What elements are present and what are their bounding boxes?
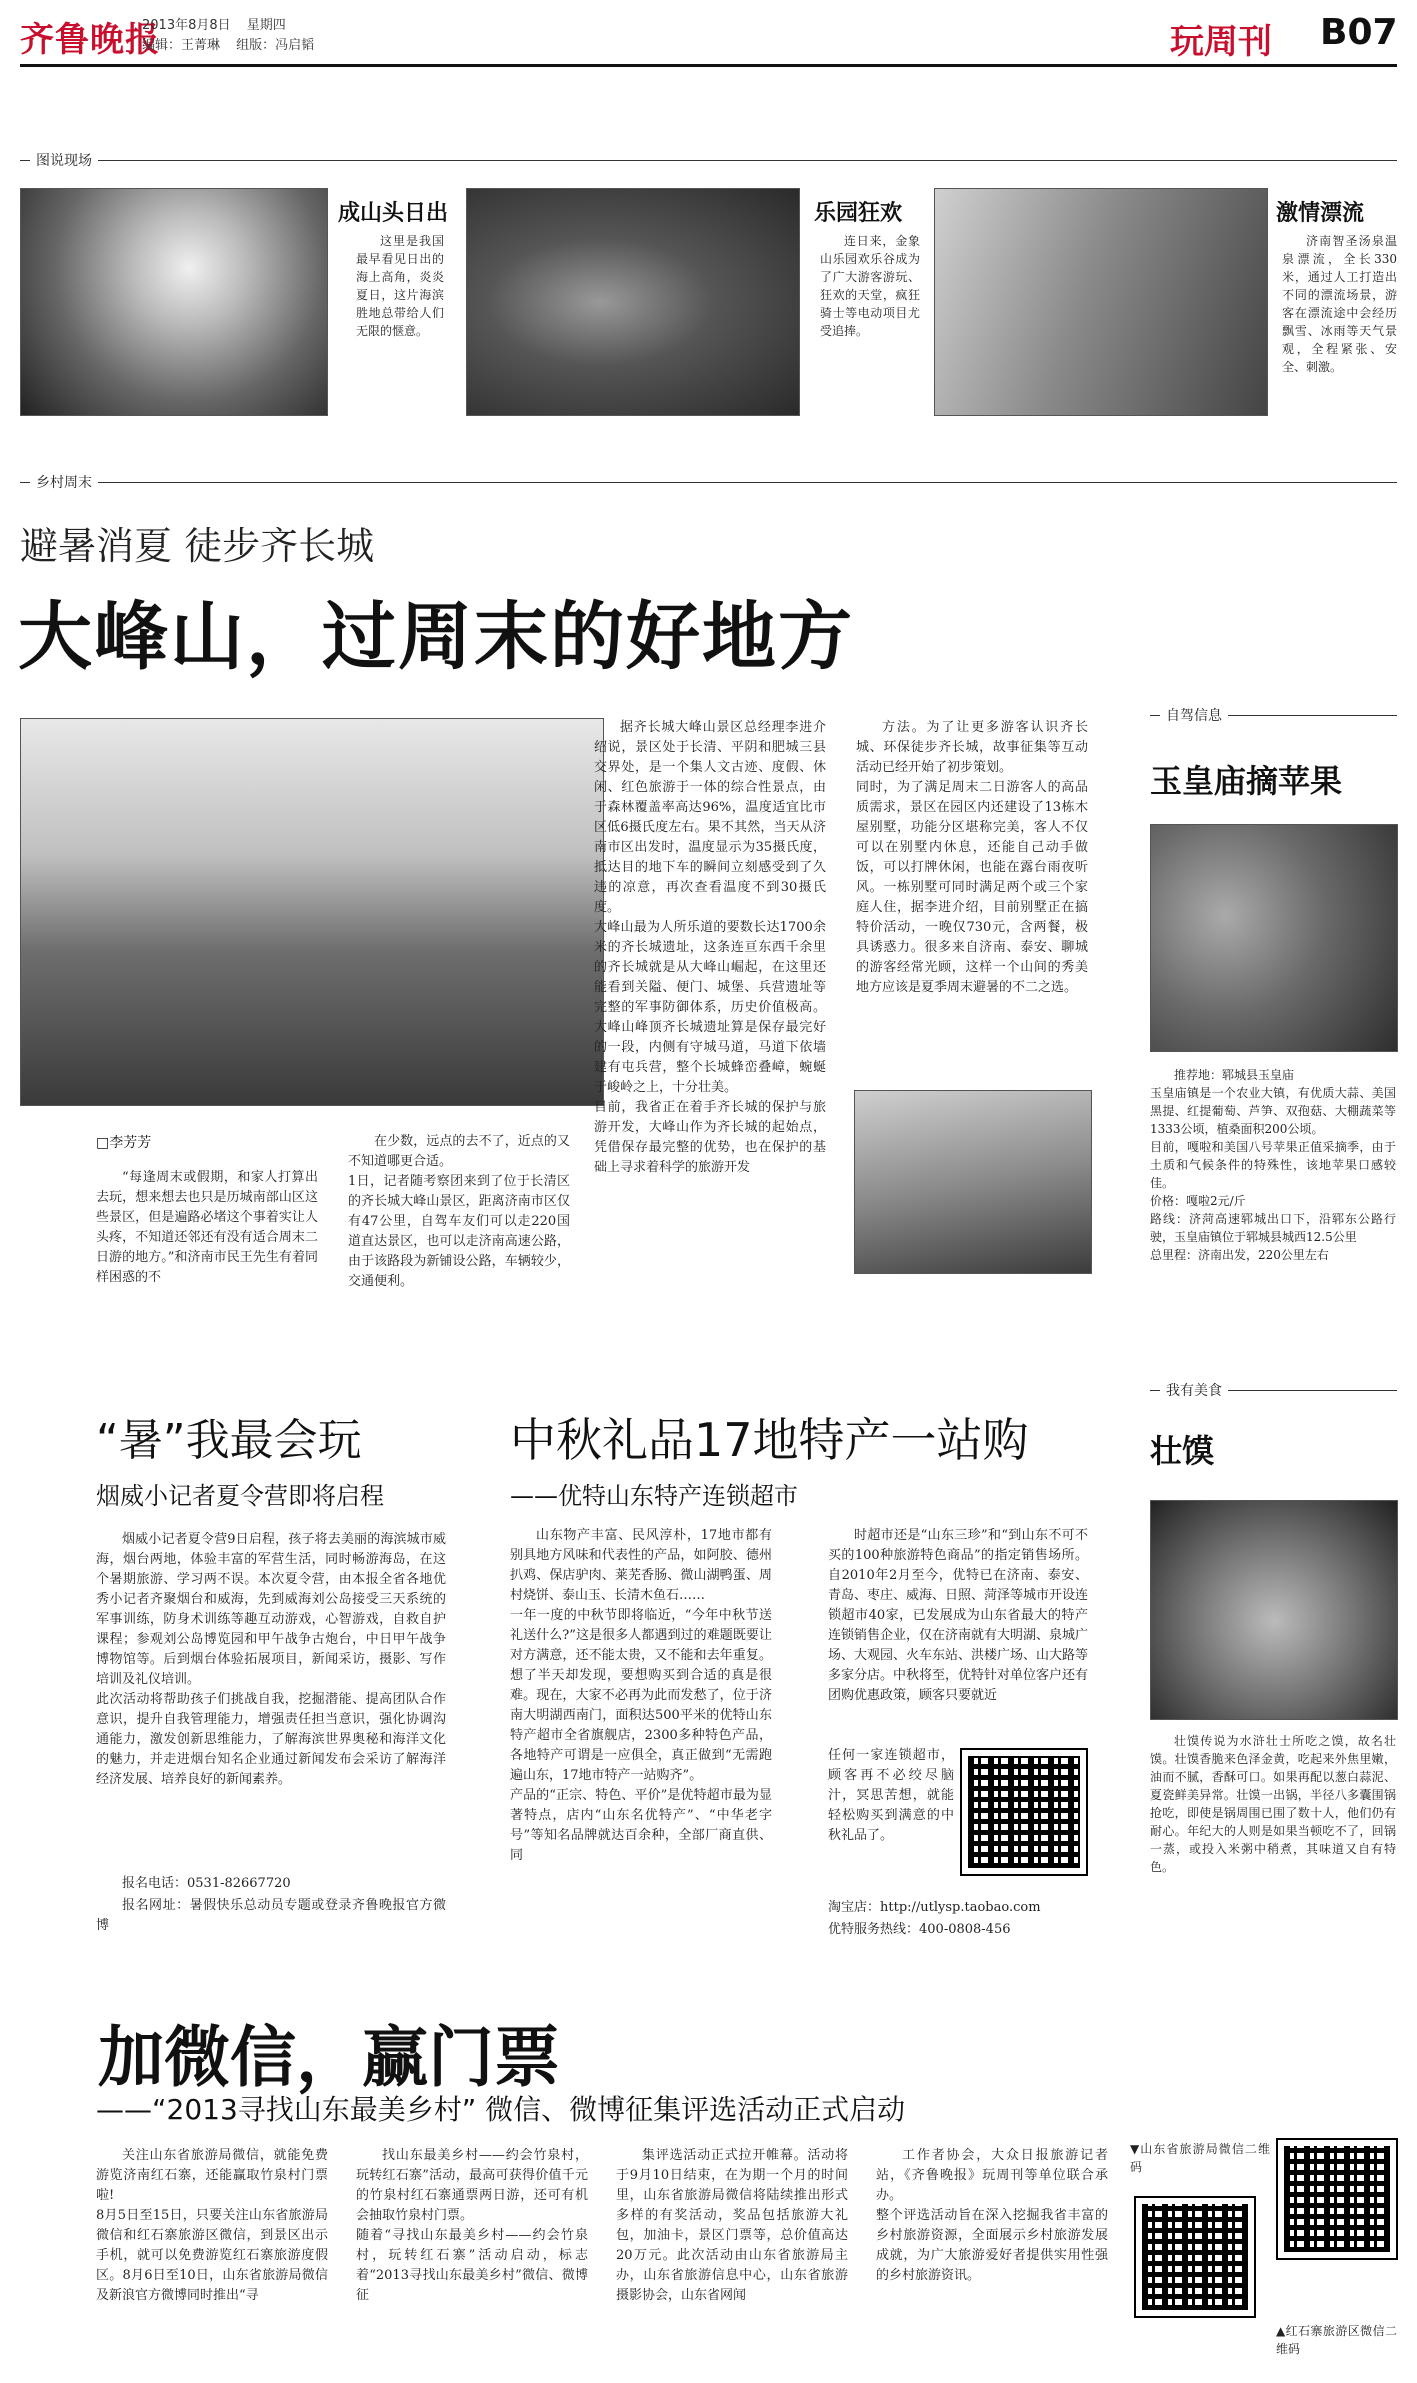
gift-taobao[interactable]: 淘宝店：http://utlysp.taobao.com — [828, 1900, 1041, 1915]
village-col1: “每逢周末或假期，和家人打算出去玩，想来想去也只是历城南部山区这些景区，但是遍路必堵这个事着实让人头疼，不知道还邻还有没有适合周末二日游的地方。”和济南市民王先生有着同样困惑的不 — [96, 1170, 318, 1285]
village-headline: 大峰山，过周末的好地方 — [18, 594, 854, 680]
wechat-qr2-caption: ▲红石寨旅游区微信二维码 — [1276, 2324, 1397, 2356]
great-wall-photo — [854, 1090, 1092, 1274]
gift-col1: 山东物产丰富、民风淳朴，17地市都有别具地方风味和代表性的产品，如阿胶、德州扒鸡、保店驴肉、莱芜香肠、微山湖鸭蛋、周村烧饼、泰山玉、长清木鱼石…… 一年一度的中秋节即将临近，“今年中秋节送礼送什么?”这是很多人都遇到过的难题既要让对方满意，还不能太贵，又不能和去年重复。想了半天却发现，要想购买到合适的真是很难。现在，大家不必再为此而发愁了，位于济南大明湖西南门，面积达500平米的优特山东特产超市全省旗舰店，2300多种特色产品，各地特产可谓是一应俱全，真正做到“无需跑遍山东，17地市特产一站购齐”。 产品的“正宗、特色、平价”是优特超市最为显著特点，店内“山东名优特产”、“中华老字号”等知名品牌就达百余种，全部厂商直供、同 — [510, 1528, 772, 1863]
rafting-caption: 济南智圣汤泉温泉漂流，全长330米，通过人工打造出不同的漂流场景，游客在漂流途中会经历飘雪、冰雨等天气景观，全程紧张、安全、刺激。 — [1282, 234, 1397, 374]
village-col4: 方法。为了让更多游客认识齐长城、环保徒步齐长城，故事征集等互动活动已经开始了初步策划。 同时，为了满足周末二日游客人的高品质需求，景区在园区内还建设了13栋木屋别墅，功能分区堪称完美，客人不仅可以在别墅内休息，还能自己动手做饭，可以打牌休闲，也能在露台雨夜听风。一栋别墅可同时满足两个或三个家庭人住，据李进介绍，目前别墅正在搞特价活动，一晚仅730元，含两餐，极具诱惑力。很多来自济南、泰安、聊城的游客经常光顾，这样一个山间的秀美地方应该是夏季周末避暑的不二之选。 — [856, 720, 1088, 995]
gift-headline: 中秋礼品17地特产一站购 — [510, 1413, 1029, 1467]
rafting-title: 激情漂流 — [1276, 201, 1365, 226]
sunrise-caption: 这里是我国最早看见日出的海上高角，炎炎夏日，这片海滨胜地总带给人们无限的惬意。 — [356, 234, 444, 338]
camp-headline: “暑”我最会玩 — [96, 1415, 362, 1466]
gift-hotline: 优特服务热线：400-0808-456 — [828, 1922, 1011, 1937]
masthead — [20, 8, 1397, 62]
camp-phone: 报名电话：0531-82667720 — [122, 1876, 291, 1891]
camp-web: 报名网址：暑假快乐总动员专题或登录齐鲁晚报官方微博 — [96, 1898, 446, 1933]
layout-text: 组版：冯启韬 — [236, 38, 315, 53]
newspaper-logo: 齐鲁晚报 — [20, 20, 160, 60]
village-section-rule — [20, 482, 1397, 483]
hongshizhai-qr-code[interactable] — [1278, 2140, 1396, 2258]
section-name: 玩周刊 — [1170, 22, 1272, 62]
photo-section-rule — [20, 160, 1397, 161]
wechat-col2: 找山东最美乡村——约会竹泉村，玩转红石寨”活动，最高可获得价值千元的竹泉村红石寨通票两日游，还可有机会抽取竹泉村门票。 随着“寻找山东最美乡村——约会竹泉村，玩转红石寨”活动启动，标志着“2013寻找山东最美乡村”微信、微博征 — [356, 2148, 588, 2303]
editor-text: 编辑：王菁琳 — [142, 38, 221, 53]
camp-text: 烟威小记者夏令营9日启程，孩子将去美丽的海滨城市威海，烟台两地，体验丰富的军营生活，同时畅游海岛，在这个暑期旅游、学习两不误。本次夏令营，由本报全省各地优秀小记者齐聚烟台和威海，先到威海刘公岛接受三天系统的军事训练，防身术训练等趣互动游戏，心智游戏，自救自护课程；参观刘公岛博览园和甲午战争古炮台，中日甲午战争博物馆等。后到烟台体验拓展项目，新闻采访，摄影、写作培训及礼仪培训。 此次活动将帮助孩子们挑战自我，挖掘潜能、提高团队合作意识，提升自我管理能力，增强责任担当意识，强化协调沟通能力，激发创新思维能力，了解海滨世界奥秘和海洋文化的魅力，并走进烟台知名企业通过新闻发布会采访了解海洋经济发展、培养良好的新闻素养。 — [96, 1532, 446, 1787]
sunrise-title: 成山头日出 — [338, 201, 449, 226]
rafting-photo — [934, 188, 1268, 416]
amusement-caption: 连日来，金象山乐园欢乐谷成为了广大游客游玩、狂欢的天堂，疯狂骑士等电动项目尤受追捧。 — [820, 234, 920, 338]
photo-section-label: 图说现场 — [30, 150, 98, 170]
amusement-title: 乐园狂欢 — [814, 201, 903, 226]
food-label: 我有美食 — [1160, 1380, 1228, 1400]
food-title: 壮馍 — [1150, 1432, 1215, 1470]
amusement-photo — [466, 188, 800, 416]
tourism-bureau-qr-code[interactable] — [1136, 2198, 1254, 2316]
wechat-subhead: ——“2013寻找山东最美乡村” 微信、微博征集评选活动正式启动 — [96, 2093, 906, 2126]
wechat-col3: 集评选活动正式拉开帷幕。活动将于9月10日结束，在为期一个月的时间里，山东省旅游局微信将陆续推出形式多样的有奖活动，奖品包括旅游大礼包，加油卡，景区门票等，总价值高达20万元。此次活动由山东省旅游局主办，山东省旅游信息中心，山东省旅游摄影协会，山东省网闻 — [616, 2148, 848, 2303]
issue-date — [142, 14, 286, 33]
cabin-photo — [20, 718, 604, 1106]
masthead-rule — [20, 64, 1397, 67]
gift-col2b: 任何一家连锁超市，顾客再不必绞尽脑汁，冥思苦想，就能轻松购买到满意的中秋礼品了。 — [828, 1748, 954, 1843]
selfdrive-title: 玉皇庙摘苹果 — [1150, 762, 1343, 800]
food-text: 壮馍传说为水浒壮士所吃之馍，故名壮馍。壮馍香脆来色泽金黄，吃起来外焦里嫩，油而不腻，香酥可口。如果再配以葱白蒜泥、夏瓷鲜美异常。壮馍一出锅，半径八多囊围锅抢吃，即使是锅周围已围了数十人，他们仍有耐心。年纪大的人则是如果当顿吃不了，回锅一蒸，或投入米粥中稍煮，其味道又自有特色。 — [1150, 1734, 1396, 1874]
selfdrive-text: 推荐地：郓城县玉皇庙 玉皇庙镇是一个农业大镇，有优质大蒜、美国黑提、红提葡萄、芦笋、双孢菇、大棚蔬菜等1333公顷，植桑面积200公顷。 目前，嘎啦和美国八号苹果正值采摘季，由于土质和气候条件的特殊性，该地苹果口感较佳。 价格：嘎啦2元/斤 路线：济菏高速郓城出口下，沿郓东公路行驶，玉皇庙镇位于郓城县城西12.5公里 总里程：济南出发，220公里左右 — [1150, 1068, 1396, 1262]
village-byline: □李芳芳 — [96, 1135, 152, 1151]
date-text: 2013年8月8日 — [142, 18, 231, 33]
camp-subhead: 烟威小记者夏令营即将启程 — [96, 1482, 384, 1510]
wechat-headline: 加微信，赢门票 — [98, 2019, 560, 2096]
village-kicker: 避暑消夏 徒步齐长城 — [20, 524, 375, 568]
food-photo — [1150, 1500, 1398, 1720]
weekday-text: 星期四 — [246, 18, 286, 33]
apple-photo — [1150, 824, 1398, 1052]
page-number: B07 — [1320, 12, 1398, 53]
wechat-col4: 工作者协会，大众日报旅游记者站，《齐鲁晚报》玩周刊等单位联合承办。 整个评选活动旨在深入挖掘我省丰富的乡村旅游资源，全面展示乡村旅游发展成就，为广大旅游爱好者提供实用性强的乡村旅游资讯。 — [876, 2148, 1108, 2283]
selfdrive-label: 自驾信息 — [1160, 705, 1228, 725]
village-section-label: 乡村周末 — [30, 472, 98, 492]
sunrise-photo — [20, 188, 328, 416]
village-col2: 在少数，远点的去不了，近点的又不知道哪更合适。 1日，记者随考察团来到了位于长清区的齐长城大峰山景区，距离济南市区仅有47公里，自驾车友们可以走220国道直达景区，也可以走济南高速公路，由于该路段为新铺设公路，车辆较少，交通便利。 — [348, 1134, 570, 1289]
gift-qr-code[interactable] — [962, 1750, 1086, 1874]
gift-col2: 时超市还是“山东三珍”和“到山东不可不买的100种旅游特色商品”的指定销售场所。自2010年2月至今，优特已在济南、泰安、青岛、枣庄、威海、日照、菏泽等城市开设连锁超市40家，已发展成为山东省最大的特产连锁销售企业，仅在济南就有大明湖、泉城广场、大观园、火车东站、洪楼广场、山大路等多家分店。中秋将至，优特针对单位客户还有团购优惠政策，顾客只要就近 — [828, 1528, 1089, 1703]
wechat-qr1-caption: ▼山东省旅游局微信二维码 — [1130, 2142, 1270, 2174]
wechat-col1: 关注山东省旅游局微信，就能免费游览济南红石寨，还能赢取竹泉村门票啦! 8月5日至15日，只要关注山东省旅游局微信和红石寨旅游区微信，到景区出示手机，就可以免费游览红石寨旅游度假区。8月6日至10日，山东省旅游局微信及新浪官方微博同时推出“寻 — [96, 2148, 328, 2303]
staff-credits — [142, 34, 314, 53]
gift-subhead: ——优特山东特产连锁超市 — [510, 1482, 798, 1510]
village-col3: 据齐长城大峰山景区总经理李进介绍说，景区处于长清、平阴和肥城三县交界处，是一个集人文古迹、度假、休闲、红色旅游于一体的综合性景点，由于森林覆盖率高达96%，温度适宜比市区低6摄氏度左右。果不其然，当天从济南市区出发时，温度显示为35摄氏度，抵达目的地下车的瞬间立刻感受到了久违的凉意，再次查看温度不到30摄氏度。 大峰山最为人所乐道的要数长达1700余米的齐长城遗址，这条连亘东西千余里的齐长城就是从大峰山崛起，在这里还能看到关隘、便门、城堡、兵营遗址等完整的军事防御体系，历史价值极高。大峰山峰顶齐长城遗址算是保存最完好的一段，内侧有守城马道，马道下依墙建有屯兵营，整个长城蜂峦叠嶂，蜿蜒于峻岭之上，十分壮美。 目前，我省正在着手齐长城的保护与旅游开发，大峰山作为齐长城的起始点，凭借保存最完整的优势，也在保护的基础上寻求着科学的旅游开发 — [594, 720, 826, 1175]
